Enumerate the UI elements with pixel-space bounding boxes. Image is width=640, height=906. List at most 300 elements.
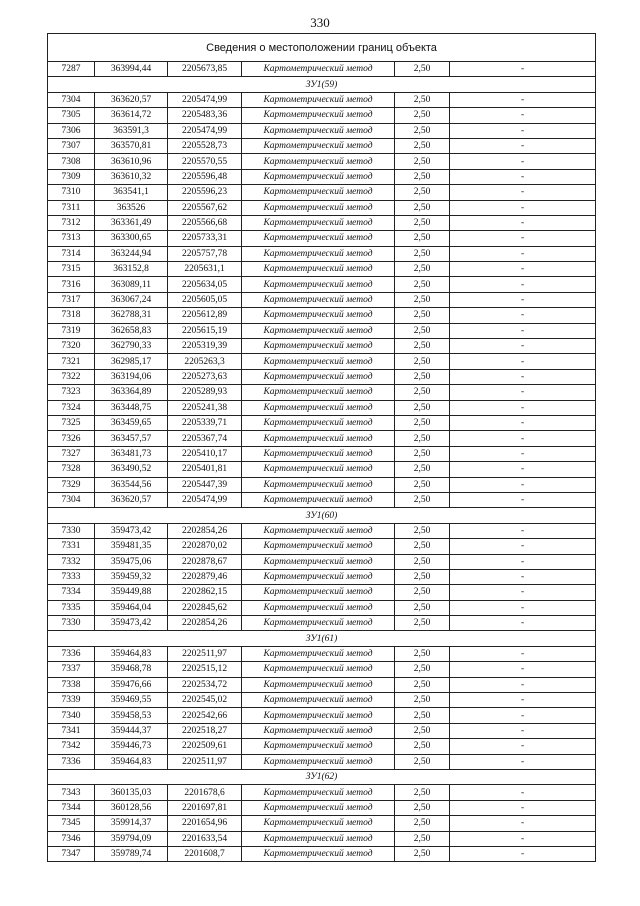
precision-cell: 2,50 bbox=[395, 554, 450, 569]
table-row bbox=[48, 431, 596, 446]
x-coordinate-cell: 363614,72 bbox=[95, 108, 168, 123]
table-row bbox=[48, 369, 596, 384]
table-row bbox=[48, 123, 596, 138]
x-coordinate-cell: 359473,42 bbox=[95, 616, 168, 631]
x-coordinate-cell: 359475,06 bbox=[95, 554, 168, 569]
precision-cell: 2,50 bbox=[395, 246, 450, 261]
precision-cell: 2,50 bbox=[395, 754, 450, 769]
description-cell: - bbox=[450, 308, 596, 323]
description-cell: - bbox=[450, 785, 596, 800]
section-label: ЗУ1(61) bbox=[48, 631, 596, 646]
precision-cell: 2,50 bbox=[395, 585, 450, 600]
precision-cell: 2,50 bbox=[395, 169, 450, 184]
x-coordinate-cell: 363481,73 bbox=[95, 446, 168, 461]
description-cell: - bbox=[450, 246, 596, 261]
precision-cell: 2,50 bbox=[395, 200, 450, 215]
point-number-cell: 7319 bbox=[48, 323, 95, 338]
x-coordinate-cell: 359794,09 bbox=[95, 831, 168, 846]
precision-cell: 2,50 bbox=[395, 262, 450, 277]
method-cell: Картометрический метод bbox=[242, 693, 395, 708]
method-cell: Картометрический метод bbox=[242, 339, 395, 354]
method-cell: Картометрический метод bbox=[242, 492, 395, 507]
description-cell: - bbox=[450, 616, 596, 631]
description-cell: - bbox=[450, 723, 596, 738]
description-cell: - bbox=[450, 108, 596, 123]
method-cell: Картометрический метод bbox=[242, 646, 395, 661]
x-coordinate-cell: 359473,42 bbox=[95, 523, 168, 538]
method-cell: Картометрический метод bbox=[242, 415, 395, 430]
y-coordinate-cell: 2205605,05 bbox=[168, 292, 242, 307]
method-cell: Картометрический метод bbox=[242, 523, 395, 538]
precision-cell: 2,50 bbox=[395, 800, 450, 815]
x-coordinate-cell: 359464,83 bbox=[95, 646, 168, 661]
y-coordinate-cell: 2205596,23 bbox=[168, 185, 242, 200]
method-cell: Картометрический метод bbox=[242, 308, 395, 323]
method-cell: Картометрический метод bbox=[242, 200, 395, 215]
table-title: Сведения о местоположении границ объекта bbox=[48, 34, 596, 62]
section-row bbox=[48, 631, 596, 646]
x-coordinate-cell: 359468,78 bbox=[95, 662, 168, 677]
method-cell: Картометрический метод bbox=[242, 138, 395, 153]
precision-cell: 2,50 bbox=[395, 677, 450, 692]
table-row bbox=[48, 415, 596, 430]
table-row bbox=[48, 262, 596, 277]
y-coordinate-cell: 2205273,63 bbox=[168, 369, 242, 384]
y-coordinate-cell: 2201608,7 bbox=[168, 846, 242, 861]
y-coordinate-cell: 2202509,61 bbox=[168, 739, 242, 754]
y-coordinate-cell: 2202545,02 bbox=[168, 693, 242, 708]
description-cell: - bbox=[450, 323, 596, 338]
point-number-cell: 7323 bbox=[48, 385, 95, 400]
precision-cell: 2,50 bbox=[395, 739, 450, 754]
point-number-cell: 7342 bbox=[48, 739, 95, 754]
method-cell: Картометрический метод bbox=[242, 385, 395, 400]
table-row bbox=[48, 215, 596, 230]
y-coordinate-cell: 2205570,55 bbox=[168, 154, 242, 169]
y-coordinate-cell: 2201678,6 bbox=[168, 785, 242, 800]
x-coordinate-cell: 363570,81 bbox=[95, 138, 168, 153]
table-row bbox=[48, 646, 596, 661]
point-number-cell: 7344 bbox=[48, 800, 95, 815]
x-coordinate-cell: 359458,53 bbox=[95, 708, 168, 723]
table-row bbox=[48, 723, 596, 738]
description-cell: - bbox=[450, 646, 596, 661]
table-row bbox=[48, 231, 596, 246]
table-row bbox=[48, 354, 596, 369]
point-number-cell: 7332 bbox=[48, 554, 95, 569]
method-cell: Картометрический метод bbox=[242, 462, 395, 477]
description-cell: - bbox=[450, 369, 596, 384]
precision-cell: 2,50 bbox=[395, 539, 450, 554]
table-row bbox=[48, 62, 596, 77]
x-coordinate-cell: 362788,31 bbox=[95, 308, 168, 323]
method-cell: Картометрический метод bbox=[242, 554, 395, 569]
y-coordinate-cell: 2205474,99 bbox=[168, 492, 242, 507]
y-coordinate-cell: 2202862,15 bbox=[168, 585, 242, 600]
precision-cell: 2,50 bbox=[395, 292, 450, 307]
description-cell: - bbox=[450, 539, 596, 554]
table-row bbox=[48, 785, 596, 800]
precision-cell: 2,50 bbox=[395, 385, 450, 400]
y-coordinate-cell: 2202515,12 bbox=[168, 662, 242, 677]
x-coordinate-cell: 359459,32 bbox=[95, 569, 168, 584]
table-row bbox=[48, 739, 596, 754]
method-cell: Картометрический метод bbox=[242, 231, 395, 246]
table-row bbox=[48, 600, 596, 615]
method-cell: Картометрический метод bbox=[242, 108, 395, 123]
precision-cell: 2,50 bbox=[395, 431, 450, 446]
table-row bbox=[48, 323, 596, 338]
y-coordinate-cell: 2202534,72 bbox=[168, 677, 242, 692]
point-number-cell: 7347 bbox=[48, 846, 95, 861]
precision-cell: 2,50 bbox=[395, 323, 450, 338]
x-coordinate-cell: 359469,55 bbox=[95, 693, 168, 708]
table-row bbox=[48, 292, 596, 307]
precision-cell: 2,50 bbox=[395, 492, 450, 507]
x-coordinate-cell: 363526 bbox=[95, 200, 168, 215]
method-cell: Картометрический метод bbox=[242, 723, 395, 738]
description-cell: - bbox=[450, 477, 596, 492]
x-coordinate-cell: 363591,3 bbox=[95, 123, 168, 138]
y-coordinate-cell: 2205401,81 bbox=[168, 462, 242, 477]
point-number-cell: 7328 bbox=[48, 462, 95, 477]
table-row bbox=[48, 677, 596, 692]
point-number-cell: 7333 bbox=[48, 569, 95, 584]
y-coordinate-cell: 2205339,71 bbox=[168, 415, 242, 430]
method-cell: Картометрический метод bbox=[242, 292, 395, 307]
y-coordinate-cell: 2205319,39 bbox=[168, 339, 242, 354]
x-coordinate-cell: 363361,49 bbox=[95, 215, 168, 230]
x-coordinate-cell: 359464,04 bbox=[95, 600, 168, 615]
precision-cell: 2,50 bbox=[395, 662, 450, 677]
method-cell: Картометрический метод bbox=[242, 215, 395, 230]
method-cell: Картометрический метод bbox=[242, 816, 395, 831]
description-cell: - bbox=[450, 62, 596, 77]
x-coordinate-cell: 363300,65 bbox=[95, 231, 168, 246]
x-coordinate-cell: 359914,37 bbox=[95, 816, 168, 831]
y-coordinate-cell: 2202854,26 bbox=[168, 523, 242, 538]
point-number-cell: 7308 bbox=[48, 154, 95, 169]
table-row bbox=[48, 693, 596, 708]
y-coordinate-cell: 2205289,93 bbox=[168, 385, 242, 400]
point-number-cell: 7306 bbox=[48, 123, 95, 138]
x-coordinate-cell: 363610,32 bbox=[95, 169, 168, 184]
table-row bbox=[48, 446, 596, 461]
description-cell: - bbox=[450, 123, 596, 138]
point-number-cell: 7304 bbox=[48, 92, 95, 107]
point-number-cell: 7345 bbox=[48, 816, 95, 831]
section-row bbox=[48, 508, 596, 523]
y-coordinate-cell: 2202879,46 bbox=[168, 569, 242, 584]
method-cell: Картометрический метод bbox=[242, 477, 395, 492]
method-cell: Картометрический метод bbox=[242, 800, 395, 815]
y-coordinate-cell: 2201654,96 bbox=[168, 816, 242, 831]
table-row bbox=[48, 169, 596, 184]
description-cell: - bbox=[450, 215, 596, 230]
description-cell: - bbox=[450, 169, 596, 184]
method-cell: Картометрический метод bbox=[242, 600, 395, 615]
description-cell: - bbox=[450, 92, 596, 107]
table-row bbox=[48, 154, 596, 169]
description-cell: - bbox=[450, 415, 596, 430]
precision-cell: 2,50 bbox=[395, 185, 450, 200]
x-coordinate-cell: 359446,73 bbox=[95, 739, 168, 754]
method-cell: Картометрический метод bbox=[242, 708, 395, 723]
description-cell: - bbox=[450, 154, 596, 169]
description-cell: - bbox=[450, 800, 596, 815]
y-coordinate-cell: 2205631,1 bbox=[168, 262, 242, 277]
table-row bbox=[48, 585, 596, 600]
section-row bbox=[48, 77, 596, 92]
method-cell: Картометрический метод bbox=[242, 323, 395, 338]
precision-cell: 2,50 bbox=[395, 215, 450, 230]
precision-cell: 2,50 bbox=[395, 415, 450, 430]
point-number-cell: 7337 bbox=[48, 662, 95, 677]
description-cell: - bbox=[450, 554, 596, 569]
precision-cell: 2,50 bbox=[395, 308, 450, 323]
method-cell: Картометрический метод bbox=[242, 539, 395, 554]
section-label: ЗУ1(60) bbox=[48, 508, 596, 523]
method-cell: Картометрический метод bbox=[242, 123, 395, 138]
description-cell: - bbox=[450, 585, 596, 600]
description-cell: - bbox=[450, 662, 596, 677]
description-cell: - bbox=[450, 185, 596, 200]
table-row bbox=[48, 92, 596, 107]
table-row bbox=[48, 569, 596, 584]
point-number-cell: 7314 bbox=[48, 246, 95, 261]
x-coordinate-cell: 362985,17 bbox=[95, 354, 168, 369]
table-row bbox=[48, 708, 596, 723]
point-number-cell: 7287 bbox=[48, 62, 95, 77]
point-number-cell: 7334 bbox=[48, 585, 95, 600]
table-row bbox=[48, 800, 596, 815]
description-cell: - bbox=[450, 739, 596, 754]
method-cell: Картометрический метод bbox=[242, 446, 395, 461]
method-cell: Картометрический метод bbox=[242, 277, 395, 292]
x-coordinate-cell: 362658,83 bbox=[95, 323, 168, 338]
precision-cell: 2,50 bbox=[395, 477, 450, 492]
x-coordinate-cell: 363194,06 bbox=[95, 369, 168, 384]
table-row bbox=[48, 308, 596, 323]
method-cell: Картометрический метод bbox=[242, 846, 395, 861]
precision-cell: 2,50 bbox=[395, 154, 450, 169]
method-cell: Картометрический метод bbox=[242, 585, 395, 600]
description-cell: - bbox=[450, 492, 596, 507]
table-row bbox=[48, 816, 596, 831]
description-cell: - bbox=[450, 262, 596, 277]
y-coordinate-cell: 2205733,31 bbox=[168, 231, 242, 246]
point-number-cell: 7339 bbox=[48, 693, 95, 708]
method-cell: Картометрический метод bbox=[242, 831, 395, 846]
description-cell: - bbox=[450, 400, 596, 415]
y-coordinate-cell: 2202511,97 bbox=[168, 754, 242, 769]
x-coordinate-cell: 363994,44 bbox=[95, 62, 168, 77]
x-coordinate-cell: 363244,94 bbox=[95, 246, 168, 261]
point-number-cell: 7312 bbox=[48, 215, 95, 230]
table-row bbox=[48, 200, 596, 215]
description-cell: - bbox=[450, 831, 596, 846]
precision-cell: 2,50 bbox=[395, 369, 450, 384]
description-cell: - bbox=[450, 292, 596, 307]
point-number-cell: 7310 bbox=[48, 185, 95, 200]
description-cell: - bbox=[450, 431, 596, 446]
table-row bbox=[48, 339, 596, 354]
y-coordinate-cell: 2205596,48 bbox=[168, 169, 242, 184]
y-coordinate-cell: 2205615,19 bbox=[168, 323, 242, 338]
description-cell: - bbox=[450, 339, 596, 354]
x-coordinate-cell: 359476,66 bbox=[95, 677, 168, 692]
method-cell: Картометрический метод bbox=[242, 662, 395, 677]
method-cell: Картометрический метод bbox=[242, 739, 395, 754]
x-coordinate-cell: 363490,52 bbox=[95, 462, 168, 477]
x-coordinate-cell: 359444,37 bbox=[95, 723, 168, 738]
description-cell: - bbox=[450, 677, 596, 692]
point-number-cell: 7343 bbox=[48, 785, 95, 800]
point-number-cell: 7318 bbox=[48, 308, 95, 323]
description-cell: - bbox=[450, 138, 596, 153]
table-row bbox=[48, 400, 596, 415]
table-row bbox=[48, 462, 596, 477]
point-number-cell: 7304 bbox=[48, 492, 95, 507]
table-row bbox=[48, 108, 596, 123]
method-cell: Картометрический метод bbox=[242, 569, 395, 584]
method-cell: Картометрический метод bbox=[242, 246, 395, 261]
description-cell: - bbox=[450, 354, 596, 369]
x-coordinate-cell: 363544,56 bbox=[95, 477, 168, 492]
precision-cell: 2,50 bbox=[395, 785, 450, 800]
description-cell: - bbox=[450, 846, 596, 861]
precision-cell: 2,50 bbox=[395, 646, 450, 661]
precision-cell: 2,50 bbox=[395, 523, 450, 538]
y-coordinate-cell: 2202845,62 bbox=[168, 600, 242, 615]
table-row bbox=[48, 754, 596, 769]
point-number-cell: 7324 bbox=[48, 400, 95, 415]
y-coordinate-cell: 2202854,26 bbox=[168, 616, 242, 631]
point-number-cell: 7315 bbox=[48, 262, 95, 277]
point-number-cell: 7336 bbox=[48, 646, 95, 661]
table-row bbox=[48, 539, 596, 554]
precision-cell: 2,50 bbox=[395, 123, 450, 138]
point-number-cell: 7338 bbox=[48, 677, 95, 692]
precision-cell: 2,50 bbox=[395, 831, 450, 846]
point-number-cell: 7336 bbox=[48, 754, 95, 769]
point-number-cell: 7313 bbox=[48, 231, 95, 246]
method-cell: Картометрический метод bbox=[242, 400, 395, 415]
x-coordinate-cell: 363620,57 bbox=[95, 492, 168, 507]
table-row bbox=[48, 277, 596, 292]
x-coordinate-cell: 359789,74 bbox=[95, 846, 168, 861]
point-number-cell: 7307 bbox=[48, 138, 95, 153]
y-coordinate-cell: 2205483,36 bbox=[168, 108, 242, 123]
table-row bbox=[48, 831, 596, 846]
precision-cell: 2,50 bbox=[395, 693, 450, 708]
point-number-cell: 7329 bbox=[48, 477, 95, 492]
precision-cell: 2,50 bbox=[395, 354, 450, 369]
point-number-cell: 7322 bbox=[48, 369, 95, 384]
precision-cell: 2,50 bbox=[395, 108, 450, 123]
precision-cell: 2,50 bbox=[395, 400, 450, 415]
precision-cell: 2,50 bbox=[395, 616, 450, 631]
description-cell: - bbox=[450, 277, 596, 292]
y-coordinate-cell: 2205612,89 bbox=[168, 308, 242, 323]
y-coordinate-cell: 2202518,27 bbox=[168, 723, 242, 738]
point-number-cell: 7311 bbox=[48, 200, 95, 215]
x-coordinate-cell: 363364,89 bbox=[95, 385, 168, 400]
point-number-cell: 7320 bbox=[48, 339, 95, 354]
y-coordinate-cell: 2205447,39 bbox=[168, 477, 242, 492]
section-label: ЗУ1(62) bbox=[48, 769, 596, 784]
x-coordinate-cell: 363610,96 bbox=[95, 154, 168, 169]
boundary-coordinates-table bbox=[47, 33, 596, 862]
method-cell: Картометрический метод bbox=[242, 185, 395, 200]
precision-cell: 2,50 bbox=[395, 569, 450, 584]
point-number-cell: 7335 bbox=[48, 600, 95, 615]
section-label: ЗУ1(59) bbox=[48, 77, 596, 92]
y-coordinate-cell: 2205566,68 bbox=[168, 215, 242, 230]
description-cell: - bbox=[450, 693, 596, 708]
point-number-cell: 7316 bbox=[48, 277, 95, 292]
y-coordinate-cell: 2205474,99 bbox=[168, 92, 242, 107]
point-number-cell: 7325 bbox=[48, 415, 95, 430]
table-row bbox=[48, 492, 596, 507]
precision-cell: 2,50 bbox=[395, 62, 450, 77]
x-coordinate-cell: 363448,75 bbox=[95, 400, 168, 415]
precision-cell: 2,50 bbox=[395, 138, 450, 153]
description-cell: - bbox=[450, 569, 596, 584]
description-cell: - bbox=[450, 462, 596, 477]
x-coordinate-cell: 359481,35 bbox=[95, 539, 168, 554]
table-row bbox=[48, 185, 596, 200]
x-coordinate-cell: 363541,1 bbox=[95, 185, 168, 200]
y-coordinate-cell: 2205673,85 bbox=[168, 62, 242, 77]
table-header-row bbox=[48, 34, 596, 62]
y-coordinate-cell: 2202878,67 bbox=[168, 554, 242, 569]
precision-cell: 2,50 bbox=[395, 277, 450, 292]
table-row bbox=[48, 138, 596, 153]
description-cell: - bbox=[450, 708, 596, 723]
method-cell: Картометрический метод bbox=[242, 92, 395, 107]
point-number-cell: 7340 bbox=[48, 708, 95, 723]
y-coordinate-cell: 2201697,81 bbox=[168, 800, 242, 815]
x-coordinate-cell: 359449,88 bbox=[95, 585, 168, 600]
x-coordinate-cell: 359464,83 bbox=[95, 754, 168, 769]
point-number-cell: 7331 bbox=[48, 539, 95, 554]
table-row bbox=[48, 846, 596, 861]
point-number-cell: 7309 bbox=[48, 169, 95, 184]
table-row bbox=[48, 523, 596, 538]
method-cell: Картометрический метод bbox=[242, 616, 395, 631]
y-coordinate-cell: 2205757,78 bbox=[168, 246, 242, 261]
method-cell: Картометрический метод bbox=[242, 785, 395, 800]
point-number-cell: 7305 bbox=[48, 108, 95, 123]
method-cell: Картометрический метод bbox=[242, 354, 395, 369]
x-coordinate-cell: 363459,65 bbox=[95, 415, 168, 430]
precision-cell: 2,50 bbox=[395, 231, 450, 246]
x-coordinate-cell: 363152,8 bbox=[95, 262, 168, 277]
description-cell: - bbox=[450, 446, 596, 461]
point-number-cell: 7327 bbox=[48, 446, 95, 461]
y-coordinate-cell: 2201633,54 bbox=[168, 831, 242, 846]
y-coordinate-cell: 2202870,02 bbox=[168, 539, 242, 554]
description-cell: - bbox=[450, 231, 596, 246]
point-number-cell: 7317 bbox=[48, 292, 95, 307]
point-number-cell: 7341 bbox=[48, 723, 95, 738]
x-coordinate-cell: 363067,24 bbox=[95, 292, 168, 307]
precision-cell: 2,50 bbox=[395, 846, 450, 861]
method-cell: Картометрический метод bbox=[242, 154, 395, 169]
point-number-cell: 7326 bbox=[48, 431, 95, 446]
description-cell: - bbox=[450, 600, 596, 615]
